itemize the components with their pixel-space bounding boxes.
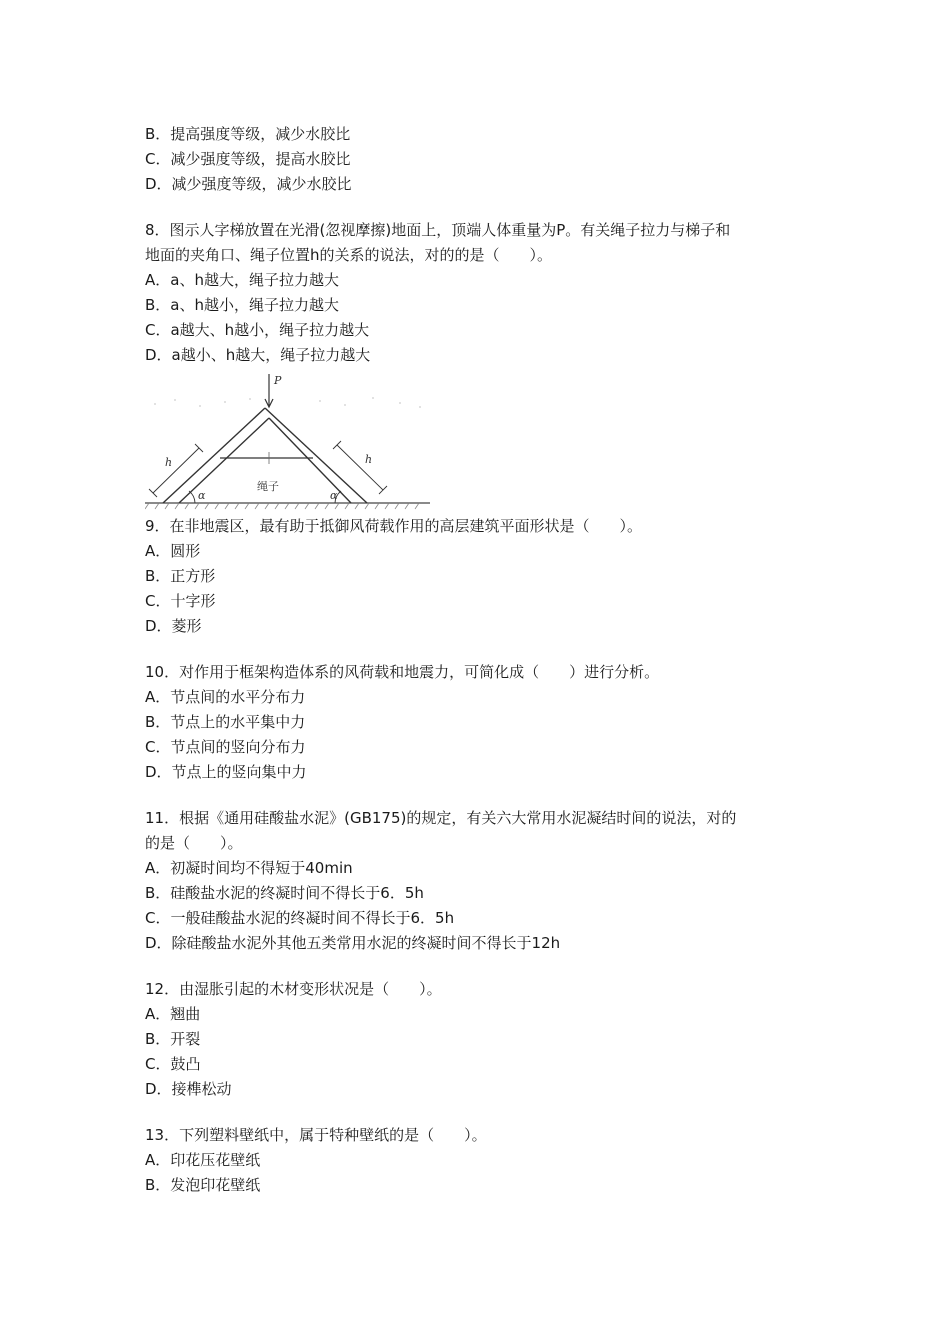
left-ladder	[163, 408, 269, 503]
q11-stem-line1: 11．根据《通用硅酸盐水泥》(GB175)的规定，有关六大常用水泥凝结时间的说法，对的	[145, 809, 737, 827]
right-angle-label: α	[330, 489, 338, 502]
scan-specks	[154, 397, 421, 408]
q10-option-c: C．节点间的竖向分布力	[145, 738, 306, 756]
q8-option-b: B．a、h越小，绳子拉力越大	[145, 296, 339, 314]
q10-option-b: B．节点上的水平集中力	[145, 713, 306, 731]
ladder-figure	[145, 372, 430, 512]
q8-stem-line2: 地面的夹角口、绳子位置h的关系的说法，对的的是（ ）。	[145, 246, 553, 264]
document-page	[145, 122, 825, 1198]
q8-option-c: C．a越大、h越小，绳子拉力越大	[145, 321, 370, 339]
ground-hatch	[145, 503, 419, 509]
q9-option-d: D．菱形	[145, 617, 202, 635]
q8-option-d: D．a越小、h越大，绳子拉力越大	[145, 346, 371, 364]
q8-stem-line1: 8．图示人字梯放置在光滑(忽视摩擦)地面上，顶端人体重量为P。有关绳子拉力与梯子和	[145, 221, 731, 239]
q9-option-b: B．正方形	[145, 567, 216, 585]
rope-label: 绳子	[257, 480, 279, 493]
q12-option-c: C．鼓凸	[145, 1055, 201, 1073]
q9-option-c: C．十字形	[145, 592, 216, 610]
q12-option-d: D．接榫松动	[145, 1080, 232, 1098]
left-h-label: h	[165, 456, 173, 469]
q7-option-d: D．减少强度等级，减少水胶比	[145, 175, 352, 193]
q13-option-a: A．印花压花壁纸	[145, 1151, 261, 1169]
left-angle-label: α	[198, 489, 206, 502]
q10-stem: 10．对作用于框架构造体系的风荷载和地震力，可简化成（ ）进行分析。	[145, 663, 660, 681]
right-h-dimension	[333, 441, 387, 494]
q12-option-b: B．开裂	[145, 1030, 201, 1048]
load-label: P	[274, 374, 282, 387]
q13-stem: 13．下列塑料壁纸中，属于特种壁纸的是（ ）。	[145, 1126, 487, 1144]
q10-option-d: D．节点上的竖向集中力	[145, 763, 307, 781]
q13-option-b: B．发泡印花壁纸	[145, 1176, 261, 1194]
right-ladder	[265, 408, 367, 503]
right-h-label: h	[365, 453, 373, 466]
ladder-diagram	[145, 372, 430, 512]
left-h-dimension	[149, 444, 203, 497]
q11-option-a: A．初凝时间均不得短于40min	[145, 859, 353, 877]
q11-option-b: B．硅酸盐水泥的终凝时间不得长于6．5h	[145, 884, 424, 902]
q7-option-b: B．提高强度等级，减少水胶比	[145, 125, 351, 143]
q12-option-a: A．翘曲	[145, 1005, 201, 1023]
q7-option-c: C．减少强度等级，提高水胶比	[145, 150, 351, 168]
q11-option-c: C．一般硅酸盐水泥的终凝时间不得长于6．5h	[145, 909, 455, 927]
q11-option-d: D．除硅酸盐水泥外其他五类常用水泥的终凝时间不得长于12h	[145, 934, 561, 952]
q8-option-a: A．a、h越大，绳子拉力越大	[145, 271, 339, 289]
q9-option-a: A．圆形	[145, 542, 201, 560]
q11-stem-line2: 的是（ ）。	[145, 834, 243, 852]
q12-stem: 12．由湿胀引起的木材变形状况是（ ）。	[145, 980, 442, 998]
q9-stem: 9．在非地震区，最有助于抵御风荷载作用的高层建筑平面形状是（ ）。	[145, 517, 643, 535]
q10-option-a: A．节点间的水平分布力	[145, 688, 306, 706]
